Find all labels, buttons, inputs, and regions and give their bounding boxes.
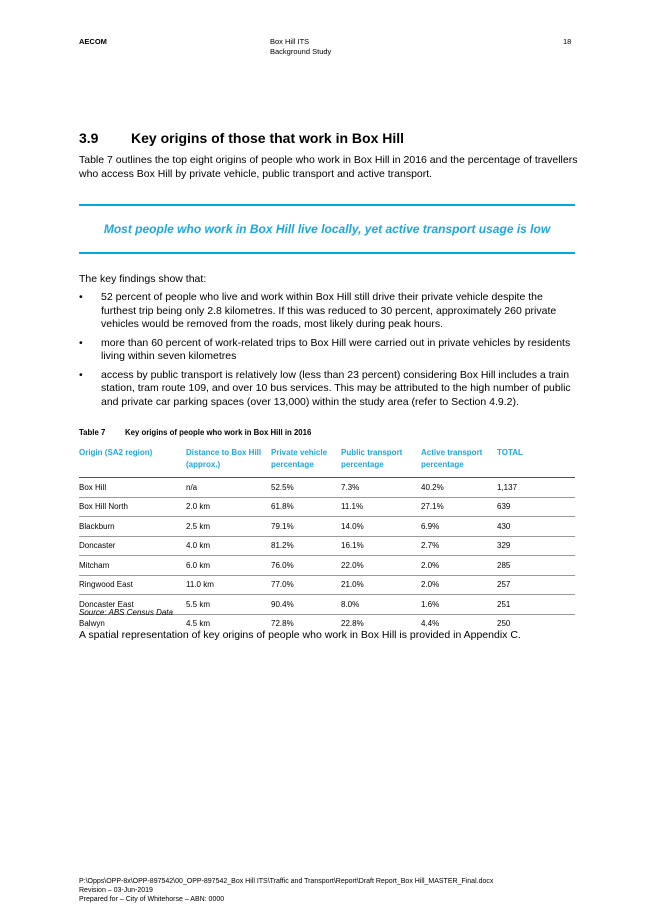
table-cell: 8.0% <box>341 595 421 615</box>
bullet-text: access by public transport is relatively low (less than 23 percent) considering Box Hill includes a train station, tram route 109, and over 10 bus services. This may be attributed to the high number of public and private car parking spaces (over 13,000) within the study area (refer to Section 4.9.2). <box>101 368 571 408</box>
list-item <box>79 337 579 364</box>
table-number: Table 7 <box>79 428 106 437</box>
findings-list <box>79 291 579 414</box>
table-cell: Doncaster East <box>79 595 186 615</box>
table-cell: n/a <box>186 478 271 498</box>
table-cell: 1.6% <box>421 595 497 615</box>
column-header: Distance to Box Hill (approx.) <box>186 445 271 478</box>
table-cell: 5.5 km <box>186 595 271 615</box>
table-cell: 2.0% <box>421 575 497 595</box>
table-cell: 79.1% <box>271 517 341 537</box>
table-cell: Box Hill North <box>79 497 186 517</box>
table-cell: 52.5% <box>271 478 341 498</box>
table-cell: 2.7% <box>421 536 497 556</box>
table-cell: Box Hill <box>79 478 186 498</box>
bullet-icon: • <box>79 291 83 303</box>
table-cell: 251 <box>497 595 575 615</box>
table-cell: 4.5 km <box>186 619 211 629</box>
table-cell: 2.0 km <box>186 497 271 517</box>
bullet-icon: • <box>79 368 83 381</box>
table-cell: 7.3% <box>341 478 421 498</box>
footer-prepared-for: Prepared for – City of Whitehorse – ABN: 0000 <box>79 896 225 903</box>
table-cell: Doncaster <box>79 536 186 556</box>
table-cell: 40.2% <box>421 478 497 498</box>
table-row <box>79 478 575 498</box>
table-cell: 257 <box>497 575 575 595</box>
report-title-line1: Box Hill ITS <box>270 37 310 46</box>
table-cell: 250 <box>497 619 511 629</box>
table-row <box>79 575 575 595</box>
table-cell: 2.0% <box>421 556 497 576</box>
column-header: Origin (SA2 region) <box>79 445 186 478</box>
table-cell: 76.0% <box>271 556 341 576</box>
table-cell: Balwyn <box>79 619 105 629</box>
table-cell: Ringwood East <box>79 575 186 595</box>
origins-table <box>79 445 575 633</box>
table-cell: 285 <box>497 556 575 576</box>
table-row <box>79 497 575 517</box>
table-cell: 2.5 km <box>186 517 271 537</box>
section-heading <box>79 130 404 146</box>
bullet-text: more than 60 percent of work-related trips to Box Hill were carried out in private vehicles by residents living within seven kilometres <box>101 336 571 362</box>
table-cell: 81.2% <box>271 536 341 556</box>
table-title: Key origins of people who work in Box Hill in 2016 <box>125 428 312 437</box>
table-row <box>79 536 575 556</box>
table-cell: 11.0 km <box>186 575 271 595</box>
report-title-line2: Background Study <box>270 47 332 56</box>
report-title <box>270 37 331 57</box>
column-header: Public transport percentage <box>341 445 421 478</box>
table-cell: 14.0% <box>341 517 421 537</box>
bullet-text: 52 percent of people who live and work within Box Hill still drive their private vehicle despite the furthest trip being only 2.8 kilometres. If this was reduced to 30 percent, approximately 260 private vehicles would be removed from the roads, most likely during peak hours. <box>101 291 557 330</box>
table-cell: 21.0% <box>341 575 421 595</box>
table-cell: 27.1% <box>421 497 497 517</box>
list-item <box>79 291 579 332</box>
section-intro: Table 7 outlines the top eight origins of people who work in Box Hill in 2016 and the percentage of travellers who access Box Hill by private vehicle, public transport and active transport. <box>79 154 578 180</box>
table-cell: 16.1% <box>341 536 421 556</box>
table-cell: 77.0% <box>271 575 341 595</box>
table-cell: 430 <box>497 517 575 537</box>
column-header: Private vehicle percentage <box>271 445 341 478</box>
footer-file-path: P:\Opps\OPP-8x\OPP-897542\00_OPP-897542_Box Hill ITS\Traffic and Transport\Report\Draft Report_Box Hill_MASTER_Final.docx <box>79 878 494 885</box>
table-cell: 4.0 km <box>186 536 271 556</box>
footer-revision: Revision – 03-Jun-2019 <box>79 887 153 894</box>
table-cell: 1,137 <box>497 478 575 498</box>
table-cell: 61.8% <box>271 497 341 517</box>
section-number: 3.9 <box>79 130 99 146</box>
table-cell: 4.4% <box>421 619 440 629</box>
page-footer <box>79 877 493 904</box>
table-cell: 11.1% <box>341 497 421 517</box>
column-header: Active transport percentage <box>421 445 497 478</box>
table-row <box>79 556 575 576</box>
closing-paragraph: A spatial representation of key origins of people who work in Box Hill is provided in Appendix C. <box>79 629 521 641</box>
table-header-row <box>79 445 575 478</box>
table-cell: Mitcham <box>79 556 186 576</box>
section-title: Key origins of those that work in Box Hill <box>131 130 405 146</box>
callout-text: Most people who work in Box Hill live locally, yet active transport usage is low <box>103 222 551 236</box>
page-number: 18 <box>563 37 572 46</box>
company-name: AECOM <box>79 37 107 46</box>
bullet-icon: • <box>79 336 83 349</box>
findings-lead: The key findings show that: <box>79 273 207 285</box>
table-row <box>79 517 575 537</box>
table-cell: 6.0 km <box>186 556 271 576</box>
list-item <box>79 369 579 410</box>
table-cell: Blackburn <box>79 517 186 537</box>
callout-box <box>79 204 575 254</box>
table-caption <box>79 428 311 437</box>
table-cell: 329 <box>497 536 575 556</box>
table-cell: 22.0% <box>341 556 421 576</box>
table-cell: 90.4% <box>271 595 341 615</box>
column-header: TOTAL <box>497 445 575 478</box>
table-cell: 639 <box>497 497 575 517</box>
table-source: Source: ABS Census Data <box>79 608 173 617</box>
table-cell: 6.9% <box>421 517 497 537</box>
table-cell: 72.8% <box>271 619 294 629</box>
table-cell: 22.8% <box>341 619 364 629</box>
